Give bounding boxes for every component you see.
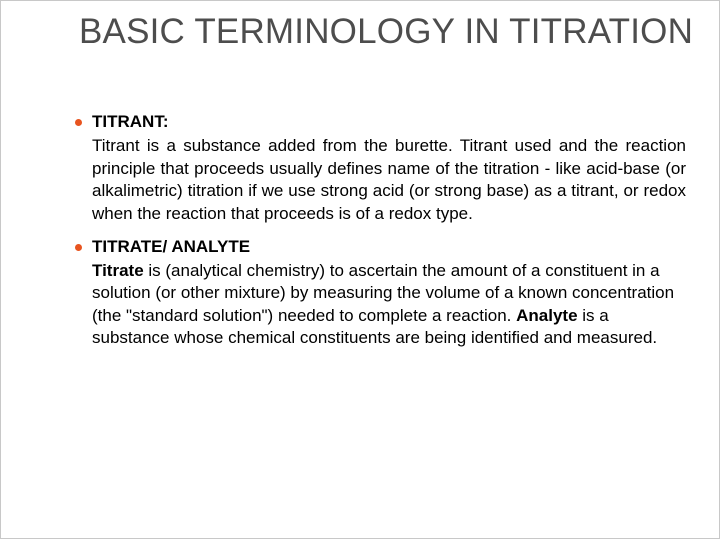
list-item <box>75 236 695 258</box>
bullet-dot-icon <box>75 119 82 126</box>
bullet-label-titrant: TITRANT: <box>92 112 169 131</box>
page-title: BASIC TERMINOLOGY IN TITRATION <box>79 12 694 51</box>
slide-content <box>75 111 695 356</box>
paragraph-titrate-analyte: Titrate is (analytical chemistry) to ascertain the amount of a constituent in a solution (or other mixture) by measuring the volume of a known concentration (the "standard solution") needed to complete a reaction. Analyte is a substance whose chemical constituents are being identified and measured. <box>92 260 675 348</box>
list-item <box>75 111 695 133</box>
paragraph-titrant: Titrant is a substance added from the burette. Titrant used and the reaction principle that proceeds usually defines name of the titration - like acid-base (or alkalimetric) titration if we use strong acid (or strong base) as a titrant, or redox when the reaction that proceeds is of a redox type. <box>92 136 686 223</box>
bullet-label-titrate-analyte: TITRATE/ ANALYTE <box>92 236 251 256</box>
bullet-dot-icon <box>75 244 82 251</box>
